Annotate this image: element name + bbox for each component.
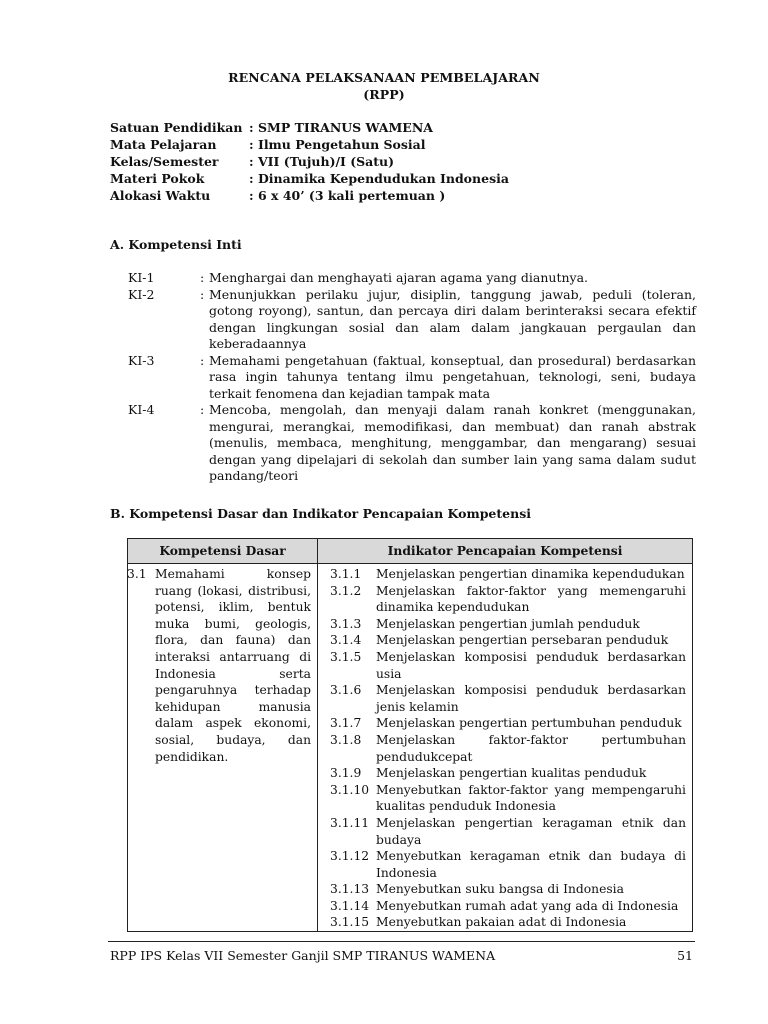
- table-row: [128, 564, 693, 932]
- ki-colon: :: [200, 352, 205, 368]
- indicator-row: [318, 848, 692, 881]
- indicator-text: Menjelaskan pengertian persebaran penduduk: [376, 633, 669, 648]
- identity-key: Mata Pelajaran: [110, 136, 217, 152]
- indicator-code: 3.1.6: [330, 683, 362, 698]
- ki-item: [128, 287, 696, 353]
- indicator-row: [318, 914, 692, 931]
- kd-indicator-table: [127, 538, 693, 932]
- indicator-row: [318, 583, 692, 616]
- identity-value: : Ilmu Pengetahun Sosial: [249, 136, 426, 152]
- indicator-code: 3.1.3: [330, 616, 362, 631]
- ki-code: KI-3: [128, 352, 155, 368]
- indicator-text: Menjelaskan faktor-faktor pertumbuhan pendudukcepat: [376, 732, 686, 764]
- page-number: 51: [677, 948, 693, 963]
- indicator-text: Menjelaskan komposisi penduduk berdasarkan jenis kelamin: [376, 683, 686, 714]
- identity-value: : VII (Tujuh)/I (Satu): [249, 153, 395, 169]
- indicator-code: 3.1.2: [330, 583, 362, 598]
- identity-row: [110, 137, 509, 154]
- indicator-text: Menjelaskan pengertian pertumbuhan penduduk: [376, 716, 682, 731]
- ki-item: [128, 270, 696, 287]
- document-title: RENCANA PELAKSANAAN PEMBELAJARAN: [228, 70, 540, 85]
- indicator-code: 3.1.11: [330, 815, 370, 830]
- identity-key: Kelas/Semester: [110, 153, 219, 169]
- identity-key: Alokasi Waktu: [110, 187, 211, 203]
- indicator-row: [318, 815, 692, 848]
- identity-value: : SMP TIRANUS WAMENA: [249, 120, 433, 135]
- indicator-code: 3.1.5: [330, 649, 362, 664]
- indicator-code: 3.1.4: [330, 633, 362, 648]
- ki-code: KI-2: [128, 286, 155, 302]
- indicator-code: 3.1.14: [330, 898, 370, 913]
- indicator-code: 3.1.7: [330, 716, 362, 731]
- document-subtitle: (RPP): [363, 87, 405, 102]
- indicator-text: Menjelaskan pengertian dinamika kependudukan: [376, 567, 685, 581]
- kd-cell: [128, 564, 318, 932]
- indicator-text: Menjelaskan pengertian kualitas penduduk: [376, 766, 647, 781]
- indicator-row: [318, 715, 692, 732]
- footer-divider: [108, 941, 695, 942]
- indicator-row: [318, 566, 692, 583]
- indicator-list: [318, 566, 692, 931]
- indicator-code: 3.1.12: [330, 849, 370, 864]
- indicator-row: [318, 649, 692, 682]
- identity-key: Materi Pokok: [110, 170, 205, 186]
- indicator-text: Menyebutkan pakaian adat di Indonesia: [376, 915, 627, 930]
- col-header-indikator: Indikator Pencapaian Kompetensi: [318, 539, 693, 564]
- indicator-text: Menjelaskan komposisi penduduk berdasarkan usia: [376, 649, 686, 681]
- footer-text: RPP IPS Kelas VII Semester Ganjil SMP TIRANUS WAMENA: [110, 948, 496, 963]
- indicator-text: Menyebutkan keragaman etnik dan budaya di Indonesia: [376, 849, 686, 880]
- ki-text: Menunjukkan perilaku jujur, disiplin, tanggung jawab, peduli (toleran, gotong royong), santun, dan percaya diri dalam berinteraksi secara efektif dengan lingkungan sosial dan alam dalam jangkauan pergaulan dan keberadaannya: [209, 286, 696, 351]
- indicator-row: [318, 765, 692, 782]
- identity-row: [110, 171, 509, 188]
- indicator-text: Menyebutkan suku bangsa di Indonesia: [376, 882, 624, 897]
- indicator-row: [318, 682, 692, 715]
- identity-row: [110, 154, 509, 171]
- indicator-code: 3.1.1: [330, 567, 362, 581]
- section-b-heading: B. Kompetensi Dasar dan Indikator Pencapaian Kompetensi: [110, 506, 531, 521]
- indicator-code: 3.1.13: [330, 882, 370, 897]
- indicator-row: [318, 616, 692, 633]
- ki-text: Memahami pengetahuan (faktual, konseptual, dan prosedural) berdasarkan rasa ingin tahunya tentang ilmu pengetahuan, teknologi, seni, budaya terkait fenomena dan kejadian tampak mata: [209, 352, 696, 401]
- indicator-text: Menyebutkan faktor-faktor yang mempengaruhi kualitas penduduk Indonesia: [376, 782, 686, 814]
- identity-row: [110, 188, 509, 205]
- identity-key: Satuan Pendidikan: [110, 120, 243, 135]
- ki-code: KI-4: [128, 402, 155, 417]
- identity-row: [110, 120, 509, 137]
- identity-value: : Dinamika Kependudukan Indonesia: [249, 170, 509, 186]
- ki-text: Mencoba, mengolah, dan menyaji dalam ranah konkret (menggunakan, mengurai, merangkai, memodifikasi, dan membuat) dan ranah abstrak (menulis, membaca, menghitung, menggambar, dan mengarang) sesuai dengan yang dipelajari di sekolah dan sumber lain yang sama dalam sudut pandang/teori: [209, 402, 696, 483]
- indicator-row: [318, 898, 692, 915]
- indicator-text: Menjelaskan faktor-faktor yang memengaruhi dinamika kependudukan: [376, 583, 686, 615]
- indicator-code: 3.1.10: [330, 782, 370, 797]
- identity-block: [110, 120, 509, 204]
- ki-item: [128, 402, 696, 485]
- kd-text: Memahami konsep ruang (lokasi, distribusi, potensi, iklim, bentuk muka bumi, geologis, flora, dan fauna) dan interaksi antarruang di Indonesia serta pengaruhnya terhadap kehidupan manusia dalam aspek ekonomi, sosial, budaya, dan pendidikan.: [155, 567, 311, 764]
- indicator-row: [318, 732, 692, 765]
- ki-item: [128, 353, 696, 403]
- col-header-kompetensi-dasar: Kompetensi Dasar: [128, 539, 318, 564]
- indicator-code: 3.1.8: [330, 732, 362, 747]
- ki-text: Menghargai dan menghayati ajaran agama yang dianutnya.: [209, 270, 589, 285]
- indicator-text: Menjelaskan pengertian keragaman etnik dan budaya: [376, 815, 686, 847]
- indicator-row: [318, 782, 692, 815]
- ki-colon: :: [200, 270, 205, 285]
- kompetensi-inti-list: [128, 270, 696, 485]
- ki-colon: :: [200, 286, 205, 302]
- indicator-text: Menyebutkan rumah adat yang ada di Indonesia: [376, 898, 679, 913]
- indicator-row: [318, 632, 692, 649]
- indicator-text: Menjelaskan pengertian jumlah penduduk: [376, 616, 640, 631]
- indicator-row: [318, 881, 692, 898]
- indicator-code: 3.1.15: [330, 915, 370, 930]
- identity-value: : 6 x 40’ (3 kali pertemuan ): [249, 187, 446, 203]
- section-a-heading: A. Kompetensi Inti: [110, 237, 242, 252]
- indicator-cell: [318, 564, 693, 932]
- ki-code: KI-1: [128, 270, 155, 285]
- indicator-code: 3.1.9: [330, 766, 362, 781]
- ki-colon: :: [200, 402, 205, 417]
- table-header-row: [128, 539, 693, 564]
- kd-number: 3.1: [127, 567, 147, 581]
